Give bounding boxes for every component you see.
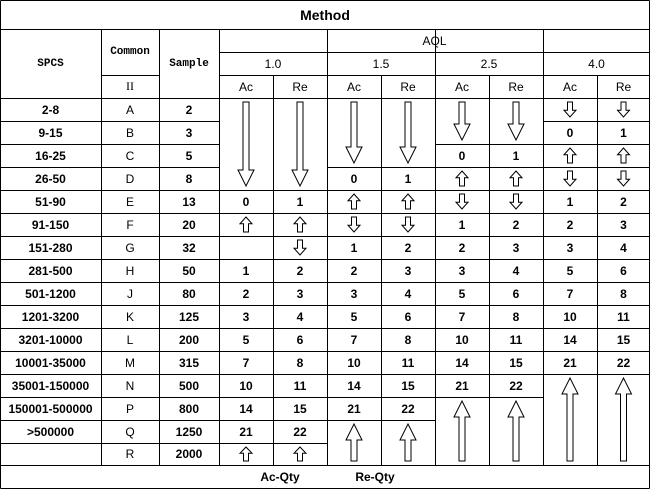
sample-size-cell: 800 (178, 401, 200, 416)
ac-value: 2 (458, 240, 466, 255)
re-value: 8 (296, 355, 304, 370)
arrow-up-icon (543, 144, 597, 167)
code-letter-cell: A (125, 102, 134, 117)
lot-size-cell: 16-25 (35, 148, 66, 163)
re-header: Re (292, 79, 308, 94)
ac-value: 5 (242, 332, 250, 347)
re-value: 8 (620, 286, 627, 301)
ac-value: 3 (350, 286, 358, 301)
sample-size-cell: 2000 (175, 447, 203, 461)
sample-size-cell: 1250 (175, 424, 203, 439)
ac-header: Ac (562, 79, 577, 94)
ac-value: 0 (350, 171, 358, 186)
lot-size-cell: 501-1200 (25, 286, 76, 301)
arrow-down-icon (597, 98, 650, 121)
code-letter-cell: G (125, 240, 135, 255)
re-value: 2 (296, 263, 304, 278)
code-letter-cell: H (125, 263, 135, 278)
re-value: 8 (512, 309, 520, 324)
re-value: 6 (512, 286, 520, 301)
ac-value: 14 (347, 378, 361, 393)
arrow-up-icon (381, 190, 435, 213)
sample-size-cell: 13 (182, 194, 196, 209)
lot-size-cell: 51-90 (35, 194, 66, 209)
re-header: Re (508, 79, 524, 94)
lot-size-cell: 2-8 (41, 102, 60, 117)
lot-size-cell: 10001-35000 (15, 355, 86, 370)
ac-value: 1 (458, 217, 466, 232)
lot-size-cell: 9-15 (38, 125, 63, 140)
arrow-up-icon (543, 374, 597, 465)
re-value: 2 (512, 217, 520, 232)
ac-value: 2 (242, 286, 250, 301)
code-letter-cell: K (125, 309, 134, 324)
footer-ac-qty: Ac-Qty (260, 470, 300, 484)
re-value: 11 (509, 332, 523, 347)
ac-value: 10 (563, 309, 577, 324)
ac-value: 7 (458, 309, 466, 324)
re-value: 22 (293, 424, 307, 439)
re-value: 3 (404, 263, 412, 278)
arrow-down-icon (327, 213, 381, 236)
re-value: 11 (293, 378, 307, 393)
arrow-up-icon (489, 397, 543, 465)
re-value: 1 (404, 171, 412, 186)
sample-size-cell: 200 (178, 332, 200, 347)
lot-size-cell: 1201-3200 (21, 309, 80, 324)
ac-value: 5 (566, 263, 574, 278)
lot-size-cell: 281-500 (28, 263, 73, 278)
lot-size-cell: >500000 (26, 424, 75, 439)
ac-value: 0 (458, 148, 466, 163)
ac-value: 0 (242, 194, 250, 209)
re-value: 1 (296, 194, 304, 209)
arrow-up-icon (273, 443, 327, 465)
ac-header: Ac (454, 79, 469, 94)
ac-value: 5 (350, 309, 358, 324)
aql-level-1-0: 1.0 (264, 56, 282, 71)
code-letter-cell: F (126, 217, 134, 232)
re-value: 1 (620, 125, 627, 140)
sample-size-cell: 3 (185, 125, 193, 140)
header-common: Common (110, 46, 150, 58)
re-value: 11 (617, 309, 630, 324)
code-letter-cell: P (125, 401, 134, 416)
lot-size-cell (0, 443, 101, 465)
sample-size-cell: 2 (185, 102, 193, 117)
sample-size-cell: 500 (178, 378, 200, 393)
arrow-up-icon (435, 397, 489, 465)
code-letter-cell: Q (125, 424, 135, 439)
ac-value: 21 (563, 355, 577, 370)
ac-value: 1 (242, 263, 250, 278)
arrow-up-icon (219, 443, 273, 465)
lot-size-cell: 3201-10000 (18, 332, 83, 347)
sample-size-cell: 50 (182, 263, 196, 278)
re-value: 4 (404, 286, 412, 301)
arrow-down-icon (219, 98, 273, 190)
header-sample: Sample (169, 57, 209, 70)
re-value: 1 (512, 148, 520, 163)
arrow-down-icon (273, 98, 327, 190)
arrow-down-icon (273, 236, 327, 259)
sample-size-cell: 80 (182, 286, 196, 301)
ac-value: 1 (350, 240, 358, 255)
re-value: 15 (616, 332, 631, 347)
re-value: 22 (401, 401, 415, 416)
code-letter-cell: D (125, 171, 135, 186)
re-header: Re (615, 79, 632, 94)
sample-size-cell: 20 (182, 217, 196, 232)
arrow-up-icon (597, 144, 650, 167)
ac-value: 14 (563, 332, 577, 347)
re-value: 15 (293, 401, 307, 416)
lot-size-cell: 151-280 (28, 240, 73, 255)
re-header: Re (400, 79, 416, 94)
ac-value: 14 (239, 401, 253, 416)
code-letter-cell: C (125, 148, 135, 163)
ac-value: 14 (455, 355, 469, 370)
arrow-down-icon (381, 98, 435, 167)
ac-value: 2 (350, 263, 358, 278)
ac-value: 7 (350, 332, 358, 347)
ac-value: 10 (455, 332, 469, 347)
re-value: 15 (401, 378, 415, 393)
re-value: 22 (616, 355, 631, 370)
arrow-up-icon (381, 420, 435, 465)
lot-size-cell: 26-50 (35, 171, 66, 186)
arrow-up-icon (435, 167, 489, 190)
re-value: 2 (620, 194, 627, 209)
ac-value: 2 (566, 217, 574, 232)
code-letter-cell: N (125, 378, 135, 393)
ac-value: 0 (566, 125, 574, 140)
ac-value: 3 (242, 309, 250, 324)
ac-value: 1 (566, 194, 574, 209)
ac-value: 7 (566, 286, 574, 301)
ac-value: 7 (242, 355, 250, 370)
arrow-down-icon (543, 167, 597, 190)
ac-value: 10 (239, 378, 253, 393)
arrow-up-icon (489, 167, 543, 190)
arrow-down-icon (489, 98, 543, 144)
re-value: 8 (404, 332, 412, 347)
arrow-up-icon (597, 374, 650, 465)
sample-size-cell: 32 (182, 240, 196, 255)
re-value: 3 (620, 217, 627, 232)
arrow-down-icon (435, 98, 489, 144)
footer-re-qty: Re-Qty (355, 470, 395, 484)
lot-size-cell: 91-150 (31, 217, 70, 232)
re-value: 6 (404, 309, 412, 324)
re-value: 6 (620, 263, 627, 278)
ac-value: 21 (239, 424, 253, 439)
ac-value: 3 (458, 263, 466, 278)
aql-level-1-5: 1.5 (372, 56, 390, 71)
aql-level-4-0: 4.0 (588, 56, 605, 71)
header-aql: AQL (422, 33, 447, 48)
ac-value: 10 (347, 355, 361, 370)
arrow-up-icon (327, 420, 381, 465)
arrow-down-icon (543, 98, 597, 121)
ac-value: 21 (347, 401, 361, 416)
re-value: 4 (296, 309, 304, 324)
arrow-up-icon (273, 213, 327, 236)
arrow-down-icon (381, 213, 435, 236)
header-inspection-level: II (126, 79, 134, 93)
arrow-up-icon (327, 190, 381, 213)
re-value: 22 (509, 378, 523, 393)
arrow-down-icon (435, 190, 489, 213)
code-letter-cell: L (126, 332, 134, 347)
code-letter-cell: J (127, 286, 133, 301)
sample-size-cell: 125 (178, 309, 200, 324)
re-value: 11 (401, 355, 415, 370)
arrow-down-icon (597, 167, 650, 190)
sample-size-cell: 5 (185, 148, 193, 163)
code-letter-cell: E (125, 194, 134, 209)
header-spcs: SPCS (37, 57, 64, 70)
ac-value: 5 (458, 286, 466, 301)
table-title: Method (300, 6, 350, 23)
code-letter-cell: B (125, 125, 134, 140)
lot-size-cell: 35001-150000 (11, 378, 90, 393)
arrow-down-icon (489, 190, 543, 213)
re-value: 4 (512, 263, 520, 278)
re-value: 15 (509, 355, 523, 370)
re-value: 4 (620, 240, 627, 255)
re-value: 3 (512, 240, 520, 255)
code-letter-cell: M (125, 355, 135, 370)
re-value: 3 (296, 286, 304, 301)
re-value: 2 (404, 240, 412, 255)
aql-level-2-5: 2.5 (480, 56, 498, 71)
ac-header: Ac (346, 79, 361, 94)
ac-value: 21 (455, 378, 469, 393)
arrow-down-icon (327, 98, 381, 167)
arrow-up-icon (219, 213, 273, 236)
sample-size-cell: 315 (178, 355, 200, 370)
lot-size-cell: 150001-500000 (8, 401, 93, 416)
re-value: 6 (296, 332, 304, 347)
ac-value: 3 (566, 240, 574, 255)
ac-header: Ac (238, 79, 253, 94)
sample-size-cell: 8 (185, 171, 193, 186)
code-letter-cell: R (125, 447, 135, 461)
